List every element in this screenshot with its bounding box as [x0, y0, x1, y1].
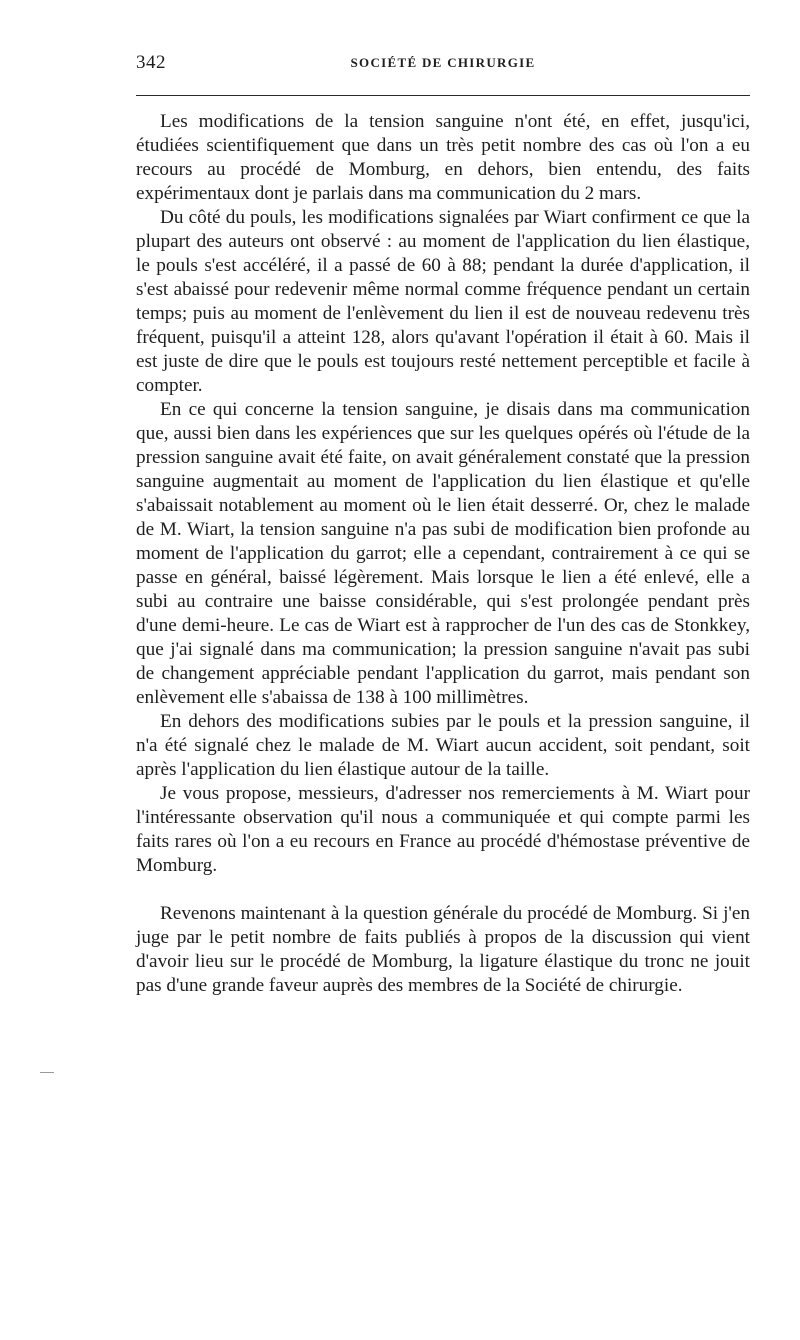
paragraph: Les modifications de la tension sanguine n'ont été, en effet, jusqu'ici, étudiées scientifiquement que dans un très petit nombre des cas où l'on a eu recours au procédé de Momburg, en dehors, bien entendu, des faits expérimentaux dont je parlais dans ma communication du 2 mars. [136, 111, 750, 204]
body-text [136, 110, 750, 998]
paragraph: En ce qui concerne la tension sanguine, je disais dans ma communication que, aussi bien dans les expériences que sur les quelques opérés où l'étude de la pression sanguine avait été faite, on avait généralement constaté que la pression sanguine augmentait au moment de l'application du lien élastique et qu'elle s'abaissait notablement au moment où le lien était desserré. Or, chez le malade de M. Wiart, la tension sanguine n'a pas subi de modification bien profonde au moment de l'application du garrot; elle a cependant, contrairement à ce qui se passe en général, baissé légèrement. Mais lorsque le lien a été enlevé, elle a subi au contraire une baisse considérable, qui s'est prolongée pendant près d'une demi-heure. Le cas de Wiart est à rapprocher de l'un des cas de Stonkkey, que j'ai signalé dans ma communication; la pression sanguine n'avait pas subi de changement appréciable pendant l'application du garrot, mais pendant son enlèvement elle s'abaissa de 138 à 100 millimètres. [136, 399, 750, 708]
running-title: SOCIÉTÉ DE CHIRURGIE [350, 55, 536, 70]
paragraph: Du côté du pouls, les modifications signalées par Wiart confirment ce que la plupart des auteurs ont observé : au moment de l'application du lien élastique, le pouls s'est accéléré, il a passé de 60 à 88; pendant la durée d'application, il s'est abaissé pour redevenir même normal comme fréquence pendant un certain temps; puis au moment de l'enlèvement du lien il est de nouveau redevenu très fréquent, puisqu'il a atteint 128, alors qu'avant l'opération il était à 60. Mais il est juste de dire que le pouls est toujours resté nettement perceptible et facile à compter. [136, 207, 750, 396]
page-header [136, 52, 750, 82]
paragraph: Revenons maintenant à la question générale du procédé de Momburg. Si j'en juge par le petit nombre de faits publiés à propos de la discussion qui vient d'avoir lieu sur le procédé de Momburg, la ligature élastique du tronc ne jouit pas d'une grande faveur auprès des membres de la Société de chirurgie. [136, 903, 750, 996]
page-number: 342 [136, 52, 166, 73]
paragraph: En dehors des modifications subies par le pouls et la pression sanguine, il n'a été signalé chez le malade de M. Wiart aucun accident, soit pendant, soit après l'application du lien élastique autour de la taille. [136, 711, 750, 780]
section-gap [136, 878, 750, 902]
header-rule [136, 95, 750, 96]
paragraph: Je vous propose, messieurs, d'adresser nos remerciements à M. Wiart pour l'intéressante observation qu'il nous a communiquée et qui compte parmi les faits rares où l'on a eu recours en France au procédé d'hémostase préventive de Momburg. [136, 783, 750, 876]
margin-mark [40, 1072, 54, 1073]
